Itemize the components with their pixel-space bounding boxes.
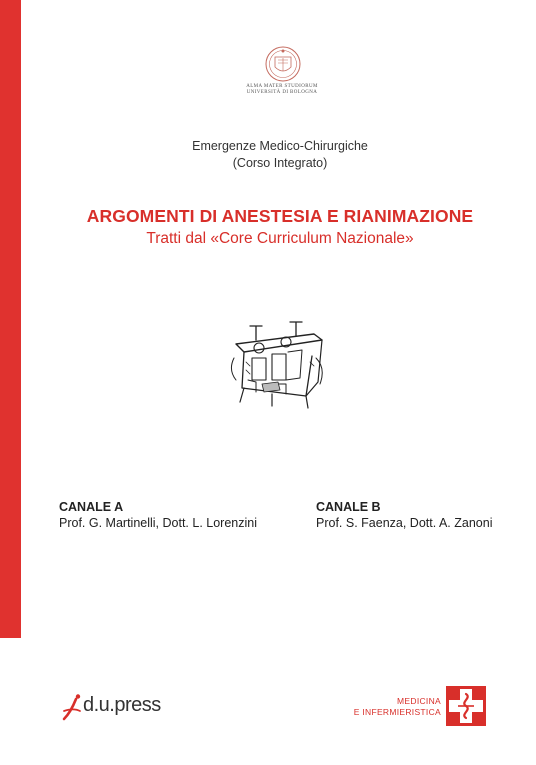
canale-b: [316, 499, 492, 531]
canale-a-teachers: Prof. G. Martinelli, Dott. L. Lorenzini: [59, 516, 257, 530]
series-line1: MEDICINA: [397, 696, 441, 706]
course-block: [140, 138, 420, 172]
series-line2: E INFERMIERISTICA: [353, 707, 441, 717]
canale-a-heading: CANALE A: [59, 500, 124, 514]
medicina-cross-logo-icon: [446, 686, 486, 726]
seal-caption: [232, 84, 332, 96]
seal-caption-line1: ALMA MATER STUDIORUM: [246, 84, 318, 89]
book-title: ARGOMENTI DI ANESTESIA E RIANIMAZIONE: [86, 206, 474, 226]
book-subtitle: Tratti dal «Core Curriculum Nazionale»: [146, 230, 414, 247]
canale-a: [59, 499, 257, 531]
canale-b-teachers: Prof. S. Faenza, Dott. A. Zanoni: [316, 516, 493, 530]
publisher-name: d.u.press: [83, 694, 161, 716]
course-name: Emergenze Medico-Chirurgiche: [192, 139, 368, 153]
red-side-band: [0, 0, 21, 638]
anesthesia-machine-drawing: [226, 318, 330, 412]
seal-caption-line2: UNIVERSITÀ DI BOLOGNA: [246, 90, 318, 95]
canale-b-heading: CANALE B: [316, 500, 381, 514]
course-type: (Corso Integrato): [232, 156, 328, 170]
series-name: [333, 696, 441, 718]
